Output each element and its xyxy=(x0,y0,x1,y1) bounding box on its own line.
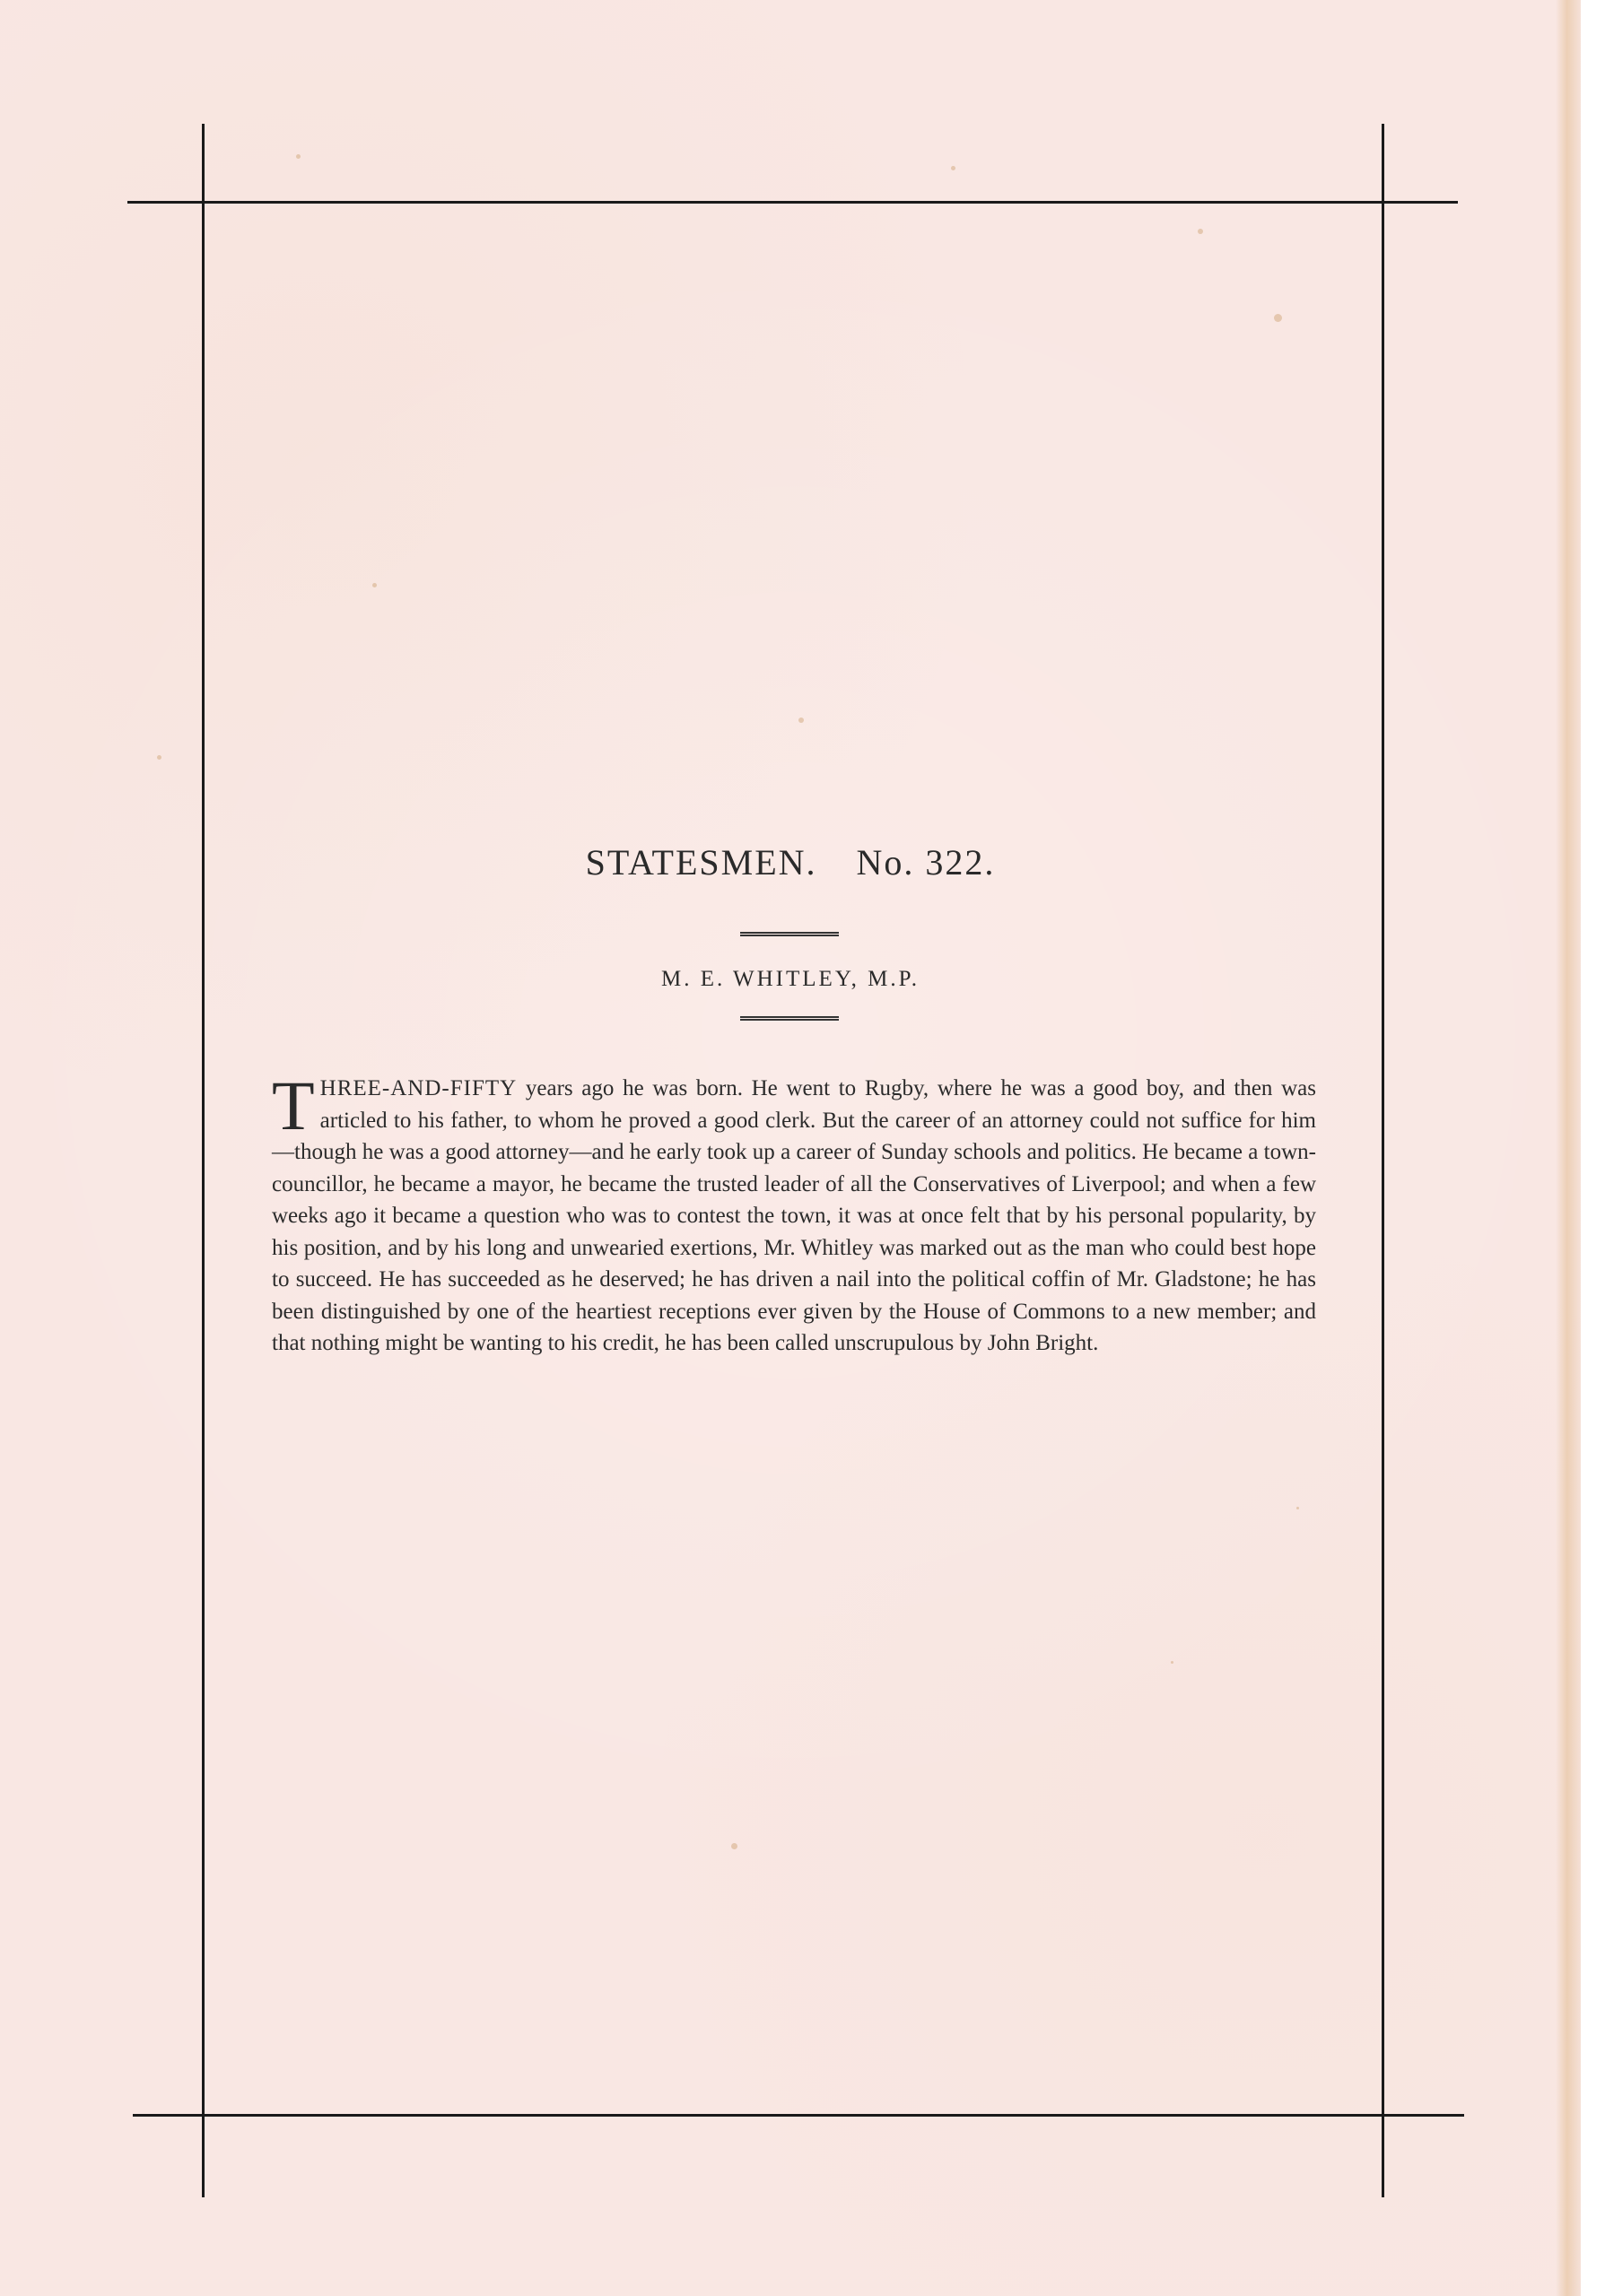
edge-stain xyxy=(1556,0,1581,2296)
paper-speck xyxy=(1171,1661,1173,1664)
double-rule-lower xyxy=(740,1016,839,1021)
series-title: STATESMEN. xyxy=(585,842,817,883)
paper-speck xyxy=(372,583,377,587)
frame-left-rule xyxy=(202,124,205,2197)
paper-speck xyxy=(296,154,301,159)
subject-name: M. E. WHITLEY, M.P. xyxy=(660,967,920,991)
page-title xyxy=(0,841,1581,883)
frame-bottom-rule xyxy=(133,2114,1464,2117)
paper-speck xyxy=(1198,229,1203,234)
paper-speck xyxy=(157,755,161,760)
frame-right-rule xyxy=(1382,124,1384,2197)
article-text: years ago he was born. He went to Rugby, where he was a good boy, and then was articled to his father, to whom he proved a good clerk. But the career of an attorney could not suffice for him—though he was a good attorney—and he early took up a career of Sunday schools and politics. He became a town-councillor, he became a mayor, he became the trusted leader of all the Conservatives of Liverpool; and when a few weeks ago it became a question who was to contest the town, it was at once felt that by his personal popularity, by his position, and by his long and unwearied exertions, Mr. Whitley was marked out as the man who could best hope to succeed. He has succeeded as he deserved; he has driven a nail into the political coffin of Mr. Gladstone; he has been distinguished by one of the heartiest receptions ever given by the House of Commons to a new member; and that nothing might be wanting to his credit, he has been called unscrupulous by John Bright. xyxy=(272,1076,1316,1355)
double-rule-upper xyxy=(740,932,839,936)
paper-speck xyxy=(1274,314,1282,322)
paper-speck xyxy=(798,718,804,723)
paper-speck xyxy=(731,1843,737,1849)
paper-speck xyxy=(951,166,955,170)
paper-speck xyxy=(1296,1507,1299,1509)
article-body xyxy=(272,1066,1316,1360)
frame-top-rule xyxy=(127,201,1458,204)
series-number: No. 322. xyxy=(856,842,996,883)
drop-cap: T xyxy=(272,1066,315,1144)
lead-caps: HREE-AND-FIFTY xyxy=(319,1076,518,1100)
